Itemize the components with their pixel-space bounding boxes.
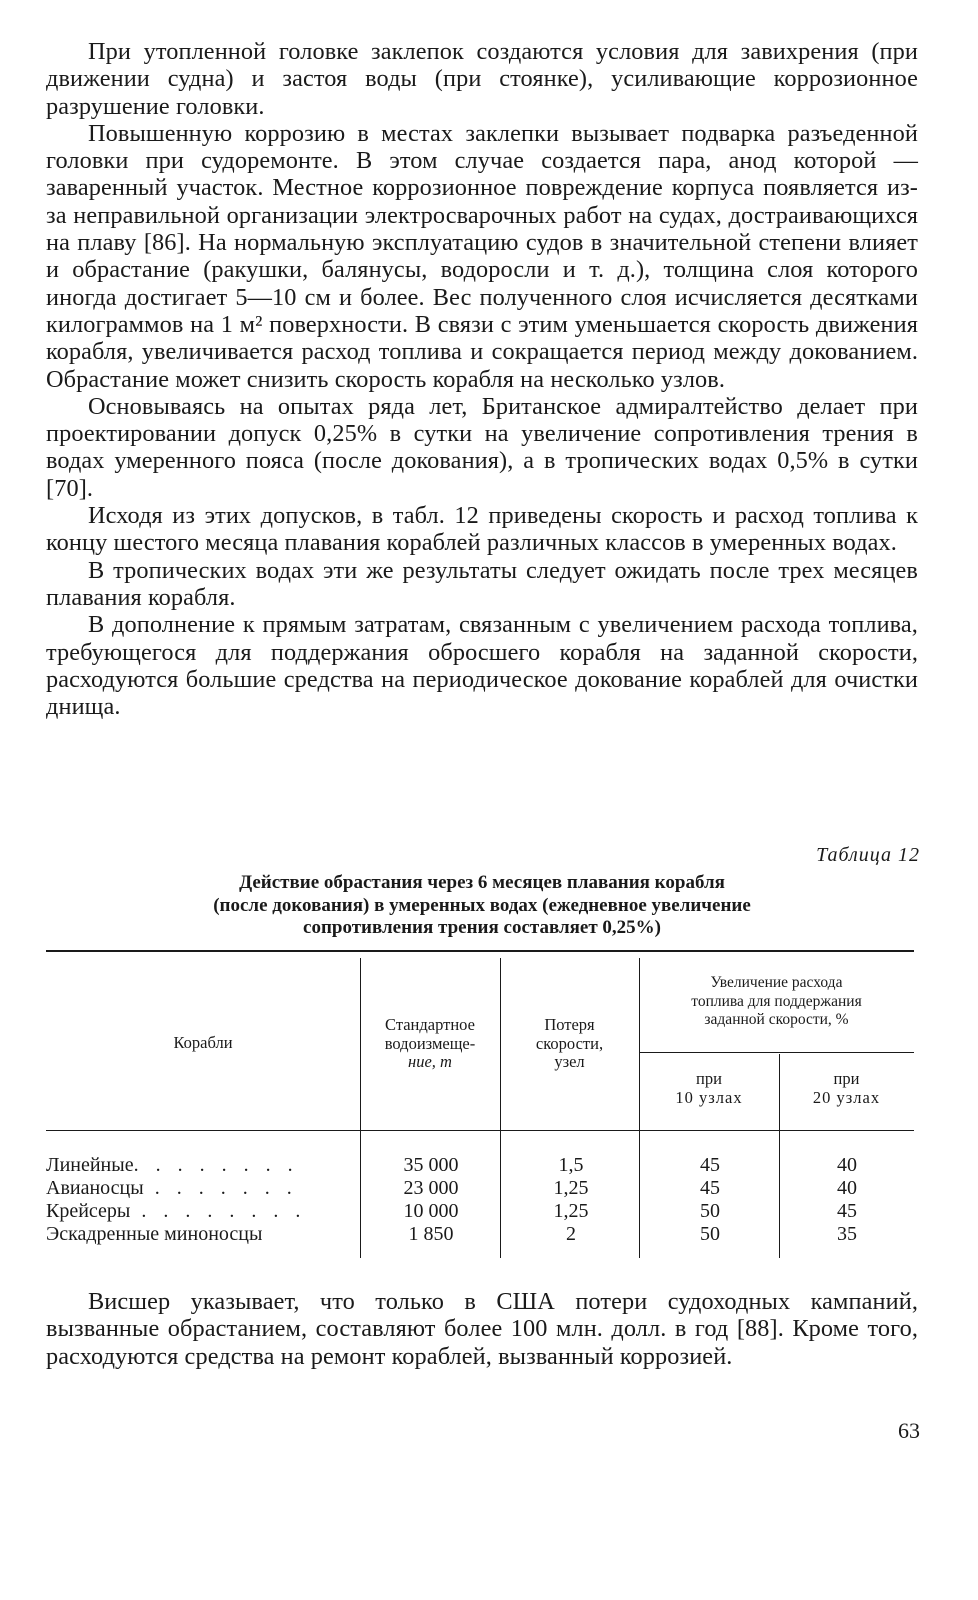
body-text: [46, 38, 918, 720]
paragraph-2: Повышенную коррозию в местах заклепки вызывает подварка разъеденной головки при судоремонте. В этом случае создается пара, анод которой — заваренный участок. Местное коррозионное повреждение корпуса появляется из-за неправильной организации электросварочных работ на судах, достраивающихся на плаву [86]. На нормальную эксплуатацию судов в значительной степени влияет и обрастание (ракушки, балянусы, водоросли и т. д.), толщина слоя которого иногда достигает 5—10 см и более. Вес полученного слоя исчисляется десятками килограммов на 1 м² поверхности. В связи с этим уменьшается скорость движения корабля, увеличивается расход топлива и сокращается период между докованием. Обрастание может снизить скорость корабля на несколько узлов.: [46, 119, 918, 393]
paragraph-1: При утопленной головке заклепок создаются условия для завихрения (при движении судна) и застоя воды (при стоянке), усиливающие коррозионное разрушение головки.: [46, 38, 918, 120]
subheader-rule: [639, 1052, 914, 1053]
closing-text: [46, 1288, 918, 1370]
table-caption-line-2: (после докования) в умеренных водах (ежедневное увеличение: [213, 894, 751, 916]
header-at-10-knots: при 10 узлах: [675, 1069, 743, 1107]
table-caption-line-3: сопротивления трения составляет 0,25%): [303, 917, 661, 938]
table-row: Эскадренные миноносцы 1 850 2 50 35: [46, 1223, 857, 1245]
header-fuel-increase: Увеличение расхода топлива для поддержания заданной скорости, %: [691, 974, 862, 1028]
table-row: Крейсеры . . . . . . . . 10 000 1,25 50 45: [46, 1200, 857, 1222]
table-caption: [46, 872, 918, 940]
paragraph-closing: Висшер указывает, что только в США потери судоходных кампаний, вызванные обрастанием, составляют более 100 млн. долл. в год [88]. Кроме того, расходуются средства на ремонт кораблей, вызванный коррозией.: [46, 1288, 918, 1370]
page-number: 63: [898, 1418, 920, 1443]
paragraph-6: В дополнение к прямым затратам, связанным с увеличением расхода топлива, требующегося для поддержания обросшего корабля на заданной скорости, расходуются большие средства на периодическое докование кораблей для очистки днища.: [46, 611, 918, 721]
table-top-rule: [46, 950, 914, 952]
paragraph-3: Основываясь на опытах ряда лет, Британское адмиралтейство делает при проектировании допуск 0,25% в сутки на увеличение сопротивления трения в водах умеренного пояса (после докования), а в тропических водах 0,5% в сутки [70].: [46, 392, 918, 502]
header-ships: Корабли: [173, 1033, 233, 1052]
header-speed-loss: Потеря скорости, узел: [535, 1015, 604, 1071]
paragraph-4: Исходя из этих допусков, в табл. 12 приведены скорость и расход топлива к концу шестого месяца плавания кораблей различных классов в умеренных водах.: [46, 502, 918, 557]
table-row: Линейные. . . . . . . . 35 000 1,5 45 40: [46, 1154, 857, 1176]
table-row: Авианосцы . . . . . . . 23 000 1,25 45 40: [46, 1177, 857, 1199]
paragraph-5: В тропических водах эти же результаты следует ожидать после трех месяцев плавания корабля.: [46, 556, 918, 611]
table-number: Таблица 12: [816, 844, 920, 866]
table-body: [46, 1154, 914, 1246]
fouling-table: [46, 950, 914, 1270]
header-bottom-rule: [46, 1130, 914, 1131]
header-at-20-knots: при 20 узлах: [812, 1069, 881, 1107]
header-displacement: Стандартное водоизмеще- ние, т: [384, 1015, 476, 1071]
table-caption-line-1: Действие обрастания через 6 месяцев плавания корабля: [239, 872, 725, 893]
